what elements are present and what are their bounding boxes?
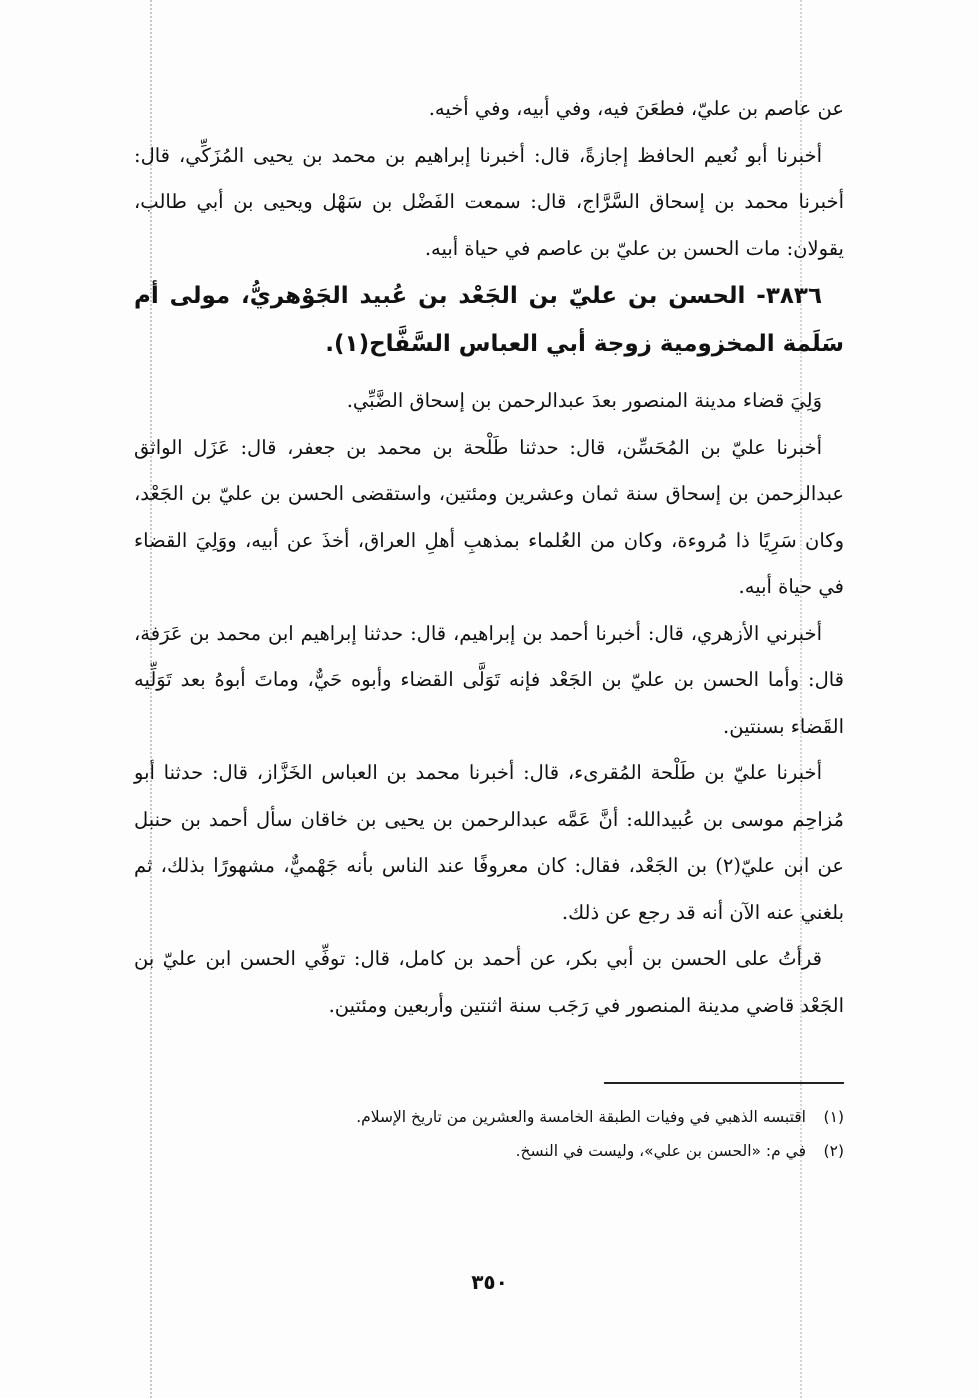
footnote-text: في م: «الحسن بن علي»، وليست في النسخ. bbox=[515, 1142, 806, 1160]
paragraph-2: أخبرنا أبو نُعيم الحافظ إجازةً، قال: أخبرنا إبراهيم بن محمد بن يحيى المُزَكِّي، قال: أخبرنا محمد بن إسحاق السَّرَّاج، قال: سمعت الفَضْل بن سَهْل ويحيى بن أبي طالب، يقولان: مات الحسن بن عليّ بن عاصم في حياة أبيه. bbox=[134, 143, 844, 260]
paragraph-7: قرأتُ على الحسن بن أبي بكر، عن أحمد بن كامل، قال: توفِّي الحسن ابن عليّ بن الجَعْد قاضي مدينة المنصور في رَجَب سنة اثنتين وأربعين ومئتين. bbox=[134, 947, 844, 1017]
page-number: ٣٥٠ bbox=[471, 1270, 508, 1294]
footnote-number: (٢) bbox=[823, 1142, 844, 1160]
footnotes bbox=[134, 1100, 844, 1168]
paragraph-1: عن عاصم بن عليّ، فطعَنَ فيه، وفي أبيه، وفي أخيه. bbox=[428, 97, 844, 120]
paragraph-3: وَلِيَ قضاء مدينة المنصور بعدَ عبدالرحمن بن إسحاق الضَّبِّي. bbox=[346, 389, 822, 412]
footnote-2 bbox=[134, 1134, 844, 1168]
footnote-1 bbox=[134, 1100, 844, 1134]
footnote-number: (١) bbox=[823, 1108, 844, 1126]
paragraph-5: أخبرني الأزهري، قال: أخبرنا أحمد بن إبراهيم، قال: حدثنا إبراهيم ابن محمد بن عَرَفة، قال: وأما الحسن بن عليّ بن الجَعْد فإنه تَوَلَّى القضاء وأبوه حَيٌّ، وماتَ أبوهُ بعد تَوَلِّيه القَضاء بسنتين. bbox=[134, 621, 844, 738]
paragraph-4: أخبرنا عليّ بن المُحَسِّن، قال: حدثنا طَلْحة بن محمد بن جعفر، قال: عَزَل الواثق عبدالرحمن بن إسحاق سنة ثمان وعشرين ومئتين، واستقضى الحسن بن عليّ بن الجَعْد، وكان سَرِيًا ذا مُروءة، وكان من العُلماء بمذهبِ أهلِ العراق، أخذَ عن أبيه، ووَلِيَ القضاء في حياة أبيه. bbox=[134, 435, 844, 598]
entry-heading-3836: ٣٨٣٦- الحسن بن عليّ بن الجَعْد بن عُبيد الجَوْهريُّ، مولى أم سَلَمة المخزومية زوجة أبي العباس السَّفَّاح(١). bbox=[134, 283, 844, 357]
footnote-text: اقتبسه الذهبي في وفيات الطبقة الخامسة والعشرين من تاريخ الإسلام. bbox=[356, 1108, 806, 1126]
main-text bbox=[134, 86, 844, 1029]
paragraph-6: أخبرنا عليّ بن طَلْحة المُقرىء، قال: أخبرنا محمد بن العباس الخَزَّاز، قال: حدثنا أبو مُزاحِم موسى بن عُبيدالله: أنَّ عَمَّه عبدالرحمن بن يحيى بن خاقان سأل أحمد بن حنبل عن ابن عليّ(٢) بن الجَعْد، فقال: كان معروفًا عند الناس بأنه جَهْميٌّ، مشهورًا بذلك، ثم بلغني عنه الآن أنه قد رجع عن ذلك. bbox=[134, 761, 844, 924]
footnote-separator bbox=[604, 1082, 844, 1084]
